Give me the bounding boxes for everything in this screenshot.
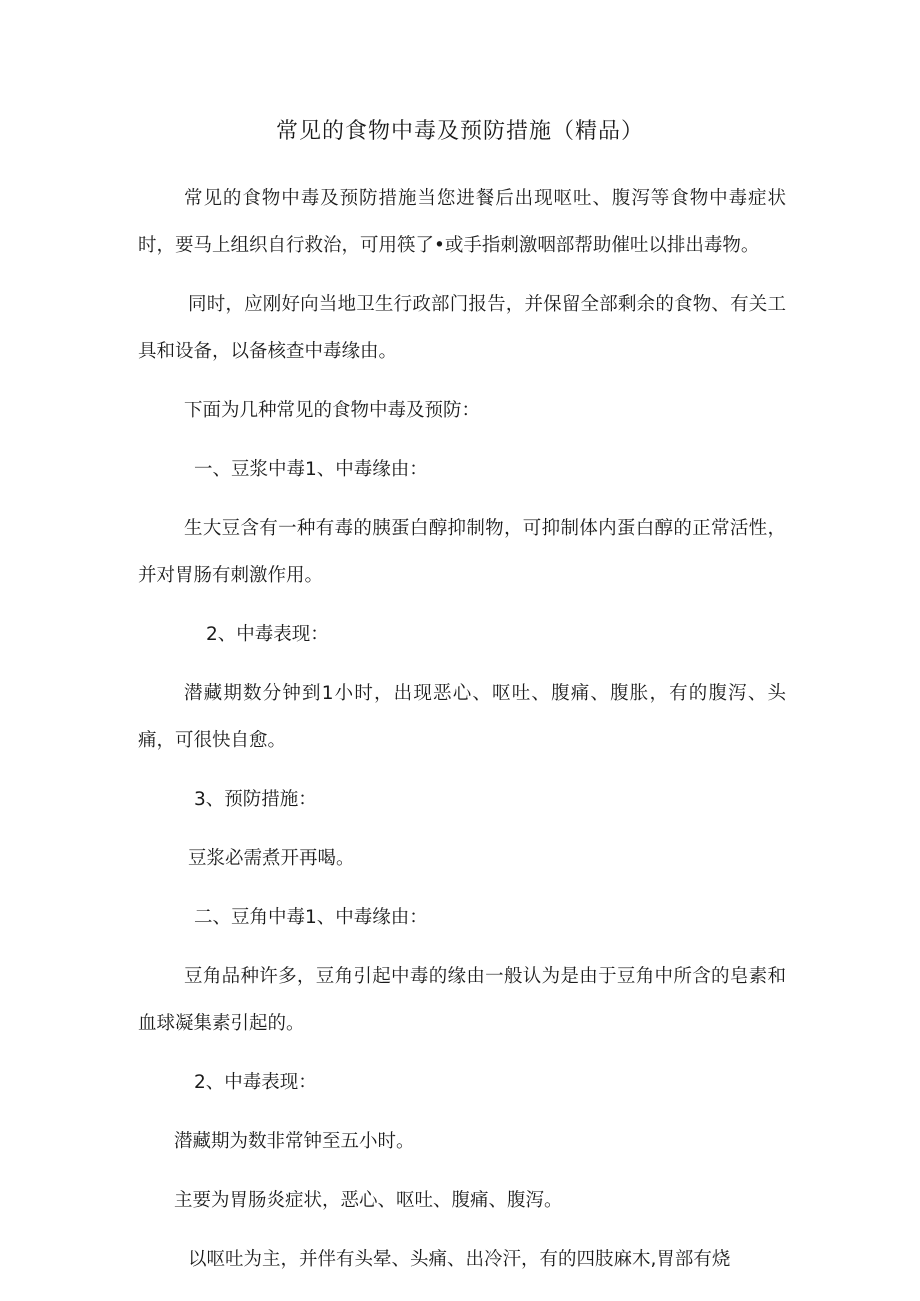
paragraph-bean-vomiting: 以呕吐为主，并伴有头晕、头痛、出冷汗，有的四肢麻木,胃部有烧 (188, 1249, 731, 1270)
heading-soymilk-cause: 一、豆浆中毒1、中毒缘由： (194, 459, 428, 480)
heading-bean-symptoms: 2、中毒表现： (194, 1072, 317, 1093)
paragraph-soymilk-prevention: 豆浆必需煮开再喝。 (188, 848, 355, 869)
document-title: 常见的食物中毒及预防措施（精品） (275, 119, 644, 144)
paragraph-bean-cause: 豆角品种许多，豆角引起中毒的缘由一般认为是由于豆角中所含的皂素和血球凝集素引起的。 (138, 966, 786, 1034)
paragraph-soymilk-symptoms: 潜藏期数分钟到1小时，出现恶心、呕吐、腹痛、腹胀，有的腹泻、头痛，可很快自愈。 (138, 683, 786, 751)
paragraph-bean-incubation: 潜藏期为数非常钟至五小时。 (174, 1131, 415, 1152)
heading-soymilk-symptoms: 2、中毒表现： (206, 624, 329, 645)
paragraph-soymilk-cause: 生大豆含有一种有毒的胰蛋白醇抑制物，可抑制体内蛋白醇的正常活性，并对胃肠有刺激作用。 (138, 518, 786, 586)
document-body (138, 175, 786, 1295)
heading-bean-cause: 二、豆角中毒1、中毒缘由： (194, 907, 428, 928)
paragraph-bean-main-symptoms: 主要为胃肠炎症状，恶心、呕吐、腹痛、腹泻。 (174, 1190, 563, 1211)
paragraph-report: 同时，应刚好向当地卫生行政部门报告，并保留全部剩余的食物、有关工具和设备，以备核查中毒缘由。 (138, 294, 786, 362)
heading-soymilk-prevention: 3、预防措施： (194, 789, 317, 810)
paragraph-list-intro: 下面为几种常见的食物中毒及预防： (184, 400, 481, 421)
paragraph-intro: 常见的食物中毒及预防措施当您进餐后出现呕吐、腹泻等食物中毒症状时，要马上组织自行救治，可用筷了•或手指刺激咽部帮助催吐以排出毒物。 (138, 188, 786, 256)
